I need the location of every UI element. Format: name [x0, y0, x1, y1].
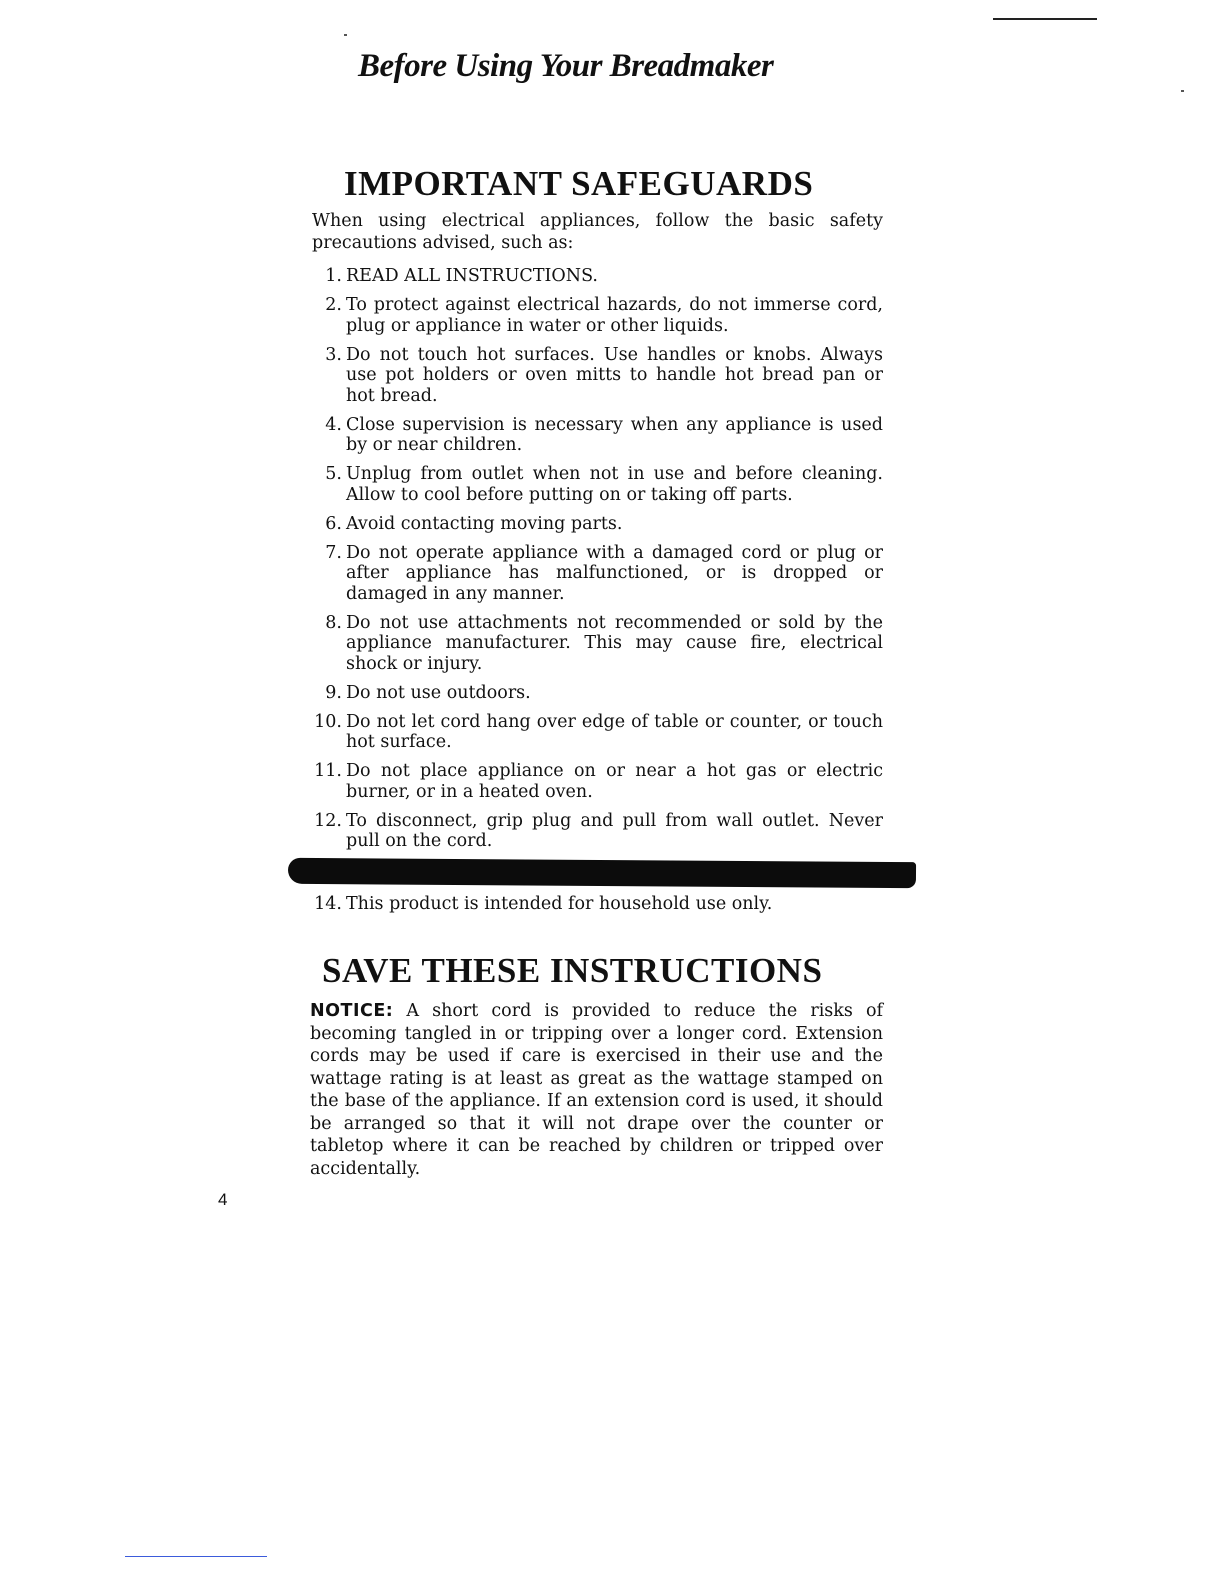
item-text: Close supervision is necessary when any appliance is used by or near children.: [346, 414, 883, 455]
list-item: [312, 464, 883, 505]
item-number: 8.: [325, 612, 342, 633]
list-item: [312, 266, 883, 287]
list-item: [312, 613, 883, 675]
item-number: 12.: [314, 810, 342, 831]
item-number: 7.: [325, 542, 342, 563]
item-number: 6.: [325, 513, 342, 534]
scan-speck: [1181, 90, 1184, 92]
item-text: Do not operate appliance with a damaged cord or plug or after appliance has malfunctioned, or is dropped or damaged in any manner.: [346, 542, 883, 604]
item-text: Do not use attachments not recommended or sold by the appliance manufacturer. This may cause fire, electrical shock or injury.: [346, 612, 883, 674]
item-number: 9.: [325, 682, 342, 703]
top-rule: [993, 18, 1097, 20]
page-number: 4: [218, 1190, 228, 1209]
item-text: Do not place appliance on or near a hot gas or electric burner, or in a heated oven.: [346, 761, 883, 802]
list-item: [312, 683, 883, 704]
page-title: Before Using Your Breadmaker: [358, 48, 774, 84]
item-text: Avoid contacting moving parts.: [346, 513, 623, 534]
notice-text: A short cord is provided to reduce the risks of becoming tangled in or tripping over a longer cord. Extension cords may be used if care is exercised in their use and the wattage rating is at least as great as the wattage stamped on the base of the appliance. If an extension cord is used, it should be arranged so that it will not drape over the counter or tabletop where it can be reached by children or tripped over accidentally.: [310, 1001, 883, 1179]
item-text: To disconnect, grip plug and pull from wall outlet. Never pull on the cord.: [346, 810, 883, 851]
list-item: [312, 811, 883, 852]
item-text: Do not use outdoors.: [346, 682, 531, 703]
list-item: [312, 345, 883, 407]
notice-paragraph: [310, 1000, 883, 1180]
notice-label: NOTICE:: [310, 1001, 394, 1021]
list-item: [312, 295, 883, 336]
list-item: [312, 894, 883, 915]
list-item: [312, 514, 883, 535]
safeguards-intro: When using electrical appliances, follow the basic safety precautions advised, such as:: [312, 211, 883, 253]
safeguards-heading: IMPORTANT SAFEGUARDS: [344, 164, 814, 203]
list-item: [312, 761, 883, 802]
scan-speck: [344, 34, 347, 36]
list-item: [312, 415, 883, 456]
item-number: 10.: [314, 711, 342, 732]
item-text: This product is intended for household use only.: [346, 894, 773, 914]
item-text: Unplug from outlet when not in use and before cleaning. Allow to cool before putting on or taking off parts.: [346, 464, 883, 505]
list-item: [312, 712, 883, 753]
redaction-bar: [288, 858, 916, 888]
item-text: To protect against electrical hazards, do not immerse cord, plug or appliance in water or other liquids.: [346, 295, 883, 336]
item-number: 1.: [325, 266, 342, 286]
item-number: 14.: [314, 894, 342, 914]
item-number: 2.: [325, 295, 342, 315]
item-text: Do not let cord hang over edge of table or counter, or touch hot surface.: [346, 711, 883, 752]
item-text: Do not touch hot surfaces. Use handles or knobs. Always use pot holders or oven mitts to handle hot bread pan or hot bread.: [346, 344, 883, 406]
list-item: [312, 543, 883, 605]
save-heading: SAVE THESE INSTRUCTIONS: [322, 951, 823, 990]
item-number: 4.: [325, 414, 342, 435]
safeguards-list: [312, 266, 883, 923]
item-number: 11.: [314, 761, 342, 781]
item-text: READ ALL INSTRUCTIONS.: [346, 266, 598, 286]
item-number: 3.: [325, 344, 342, 365]
bottom-rule: [125, 1556, 267, 1557]
item-number: 5.: [325, 464, 342, 484]
